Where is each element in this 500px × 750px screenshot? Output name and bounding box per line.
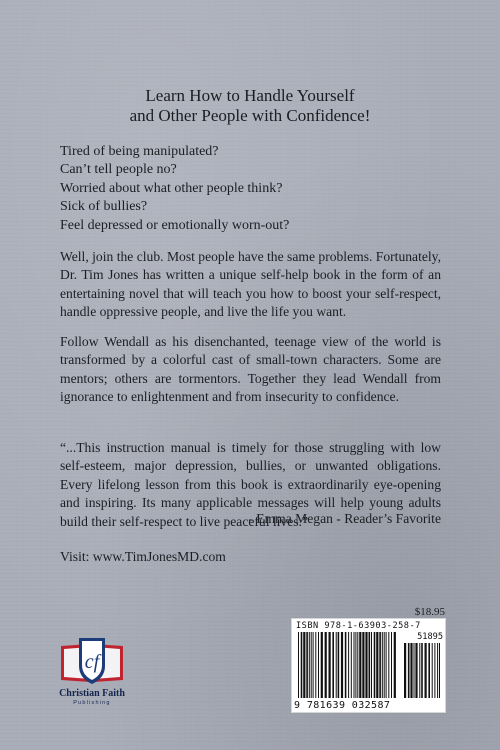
price-label: $18.95 bbox=[414, 606, 445, 618]
barcode-bar bbox=[362, 632, 364, 698]
question-item: Can’t tell people no? bbox=[60, 162, 177, 178]
author-website: Visit: www.TimJonesMD.com bbox=[60, 549, 226, 564]
review-attribution: - Emma Megan - Reader’s Favorite bbox=[248, 511, 441, 526]
barcode-bar bbox=[434, 643, 435, 698]
barcode-bar bbox=[321, 632, 323, 698]
barcode-bar bbox=[437, 643, 438, 698]
barcode-bar bbox=[421, 643, 423, 698]
barcode-bar bbox=[311, 632, 312, 698]
barcode-bar bbox=[303, 632, 305, 698]
barcode-bar bbox=[410, 643, 412, 698]
logo-letters: cf bbox=[84, 651, 100, 673]
isbn-barcode bbox=[291, 618, 446, 713]
barcode-bar bbox=[432, 643, 433, 698]
question-item: Worried about what other people think? bbox=[60, 180, 283, 196]
barcode-bar bbox=[384, 632, 385, 698]
publisher-name: Christian Faith bbox=[59, 688, 125, 699]
barcode-bar bbox=[382, 632, 383, 698]
barcode-bar bbox=[301, 632, 303, 698]
intro-paragraph: Well, join the club. Most people have the same problems. Fortunately, Dr. Tim Jones has written a unique self-help book in the form of an entertaining novel that will teach you how to boost your self-respect, handle oppressive people, and live the life you want. bbox=[60, 249, 441, 320]
barcode-bar bbox=[376, 632, 378, 698]
question-list bbox=[60, 143, 460, 235]
barcode-bar bbox=[338, 632, 340, 698]
barcode-bar bbox=[345, 632, 347, 698]
review-quote: “...This instruction manual is timely for those struggling with low self-esteem, major depression, bullies, or unwanted obligations. Every lifelong lesson from this book is extraordinarily eye-opening and inspiring. Its many applicable messages will help young adults build their self-respect to live peaceful lives.” bbox=[60, 440, 441, 529]
headline-line-2: and Other People with Confidence! bbox=[129, 106, 371, 125]
barcode-bar bbox=[298, 632, 299, 698]
price-code: 51895 bbox=[417, 632, 443, 642]
barcode-bar bbox=[386, 632, 387, 698]
barcode-bar bbox=[374, 632, 376, 698]
barcode-bar bbox=[369, 632, 371, 698]
barcode-bar bbox=[365, 632, 367, 698]
publisher-logo-icon bbox=[57, 634, 127, 686]
barcode-bar bbox=[388, 632, 389, 698]
barcode-bar bbox=[341, 632, 343, 698]
question-item: Tired of being manipulated? bbox=[60, 144, 219, 159]
barcode-digits: 9 781639 032587 bbox=[294, 700, 391, 711]
barcode-bar bbox=[355, 632, 356, 698]
barcode-bar bbox=[408, 643, 410, 698]
headline-line-1: Learn How to Handle Yourself bbox=[145, 86, 355, 105]
publisher-subtitle: Publishing bbox=[73, 700, 111, 706]
barcode-bar bbox=[439, 643, 440, 698]
barcode-bar bbox=[336, 632, 337, 698]
barcode-bar bbox=[329, 632, 331, 698]
barcode-bar bbox=[313, 632, 314, 698]
barcode-bar bbox=[325, 632, 327, 698]
barcode-bar bbox=[332, 632, 334, 698]
barcode-bar bbox=[318, 632, 319, 698]
barcode-bar bbox=[309, 632, 310, 698]
barcode-bar bbox=[391, 632, 392, 698]
isbn-label: ISBN 978-1-63903-258-7 bbox=[296, 621, 421, 631]
barcode-bar bbox=[404, 643, 406, 698]
barcode-bar bbox=[351, 632, 352, 698]
barcode-bar bbox=[315, 632, 316, 698]
barcode-bar bbox=[348, 632, 349, 698]
barcode-bar bbox=[371, 632, 372, 698]
barcode-bar bbox=[357, 632, 358, 698]
barcode-bar bbox=[379, 632, 381, 698]
barcode-bar bbox=[428, 643, 430, 698]
barcode-bar bbox=[415, 643, 417, 698]
story-paragraph: Follow Wendall as his disenchanted, teenage view of the world is transformed by a colorful cast of small-town characters. Some are mentors; others are tormentors. Together they lead Wendall from ignorance to enlightenment and from insecurity to confidence. bbox=[60, 334, 441, 405]
barcode-bar bbox=[414, 643, 415, 698]
barcode-bar bbox=[425, 643, 427, 698]
barcode-bar bbox=[394, 632, 396, 698]
question-item: Sick of bullies? bbox=[60, 199, 148, 215]
barcode-bar bbox=[306, 632, 308, 698]
question-item: Feel depressed or emotionally worn-out? bbox=[60, 217, 290, 233]
barcode-bar bbox=[419, 643, 420, 698]
barcode-bars bbox=[296, 632, 443, 700]
headline bbox=[0, 86, 500, 126]
barcode-bar bbox=[359, 632, 361, 698]
barcode-bar bbox=[354, 632, 355, 698]
